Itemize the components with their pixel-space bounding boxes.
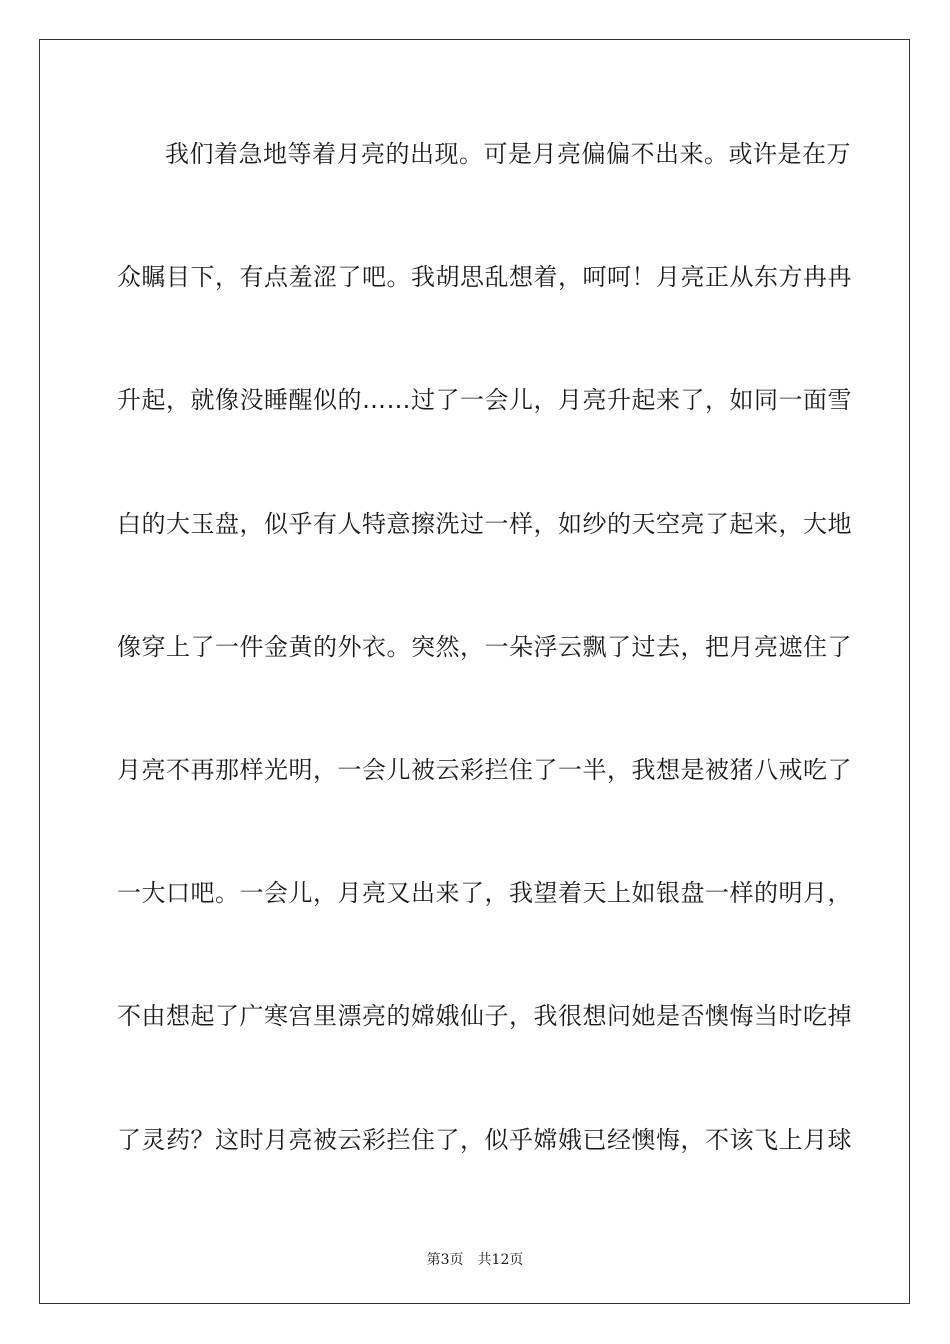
paragraph-line: 不由想起了广寒宫里漂亮的嫦娥仙子，我很想问她是否懊悔当时吃掉 [117, 1002, 852, 1031]
paragraph-line: 我们着急地等着月亮的出现。可是月亮偏偏不出来。或许是在万 [165, 140, 851, 168]
page-footer [0, 1249, 950, 1269]
total-pages: 共12页 [477, 1252, 524, 1268]
page-number: 第3页 [426, 1252, 464, 1268]
document-body [117, 124, 852, 1233]
paragraph-line: 白的大玉盘，似乎有人特意擦洗过一样，如纱的天空亮了起来，大地 [117, 509, 852, 538]
paragraph-line: 像穿上了一件金黄的外衣。突然，一朵浮云飘了过去，把月亮遮住了 [117, 632, 852, 661]
paragraph-line: 众瞩目下，有点羞涩了吧。我胡思乱想着，呵呵！月亮正从东方冉冉 [117, 263, 852, 292]
paragraph-line: 了灵药？这时月亮被云彩拦住了，似乎嫦娥已经懊悔，不该飞上月球 [117, 1125, 852, 1154]
paragraph-line: 升起，就像没睡醒似的……过了一会儿，月亮升起来了，如同一面雪 [117, 386, 852, 415]
paragraph-line: 一大口吧。一会儿，月亮又出来了，我望着天上如银盘一样的明月， [117, 879, 852, 908]
paragraph-line: 月亮不再那样光明，一会儿被云彩拦住了一半，我想是被猪八戒吃了 [117, 755, 852, 784]
